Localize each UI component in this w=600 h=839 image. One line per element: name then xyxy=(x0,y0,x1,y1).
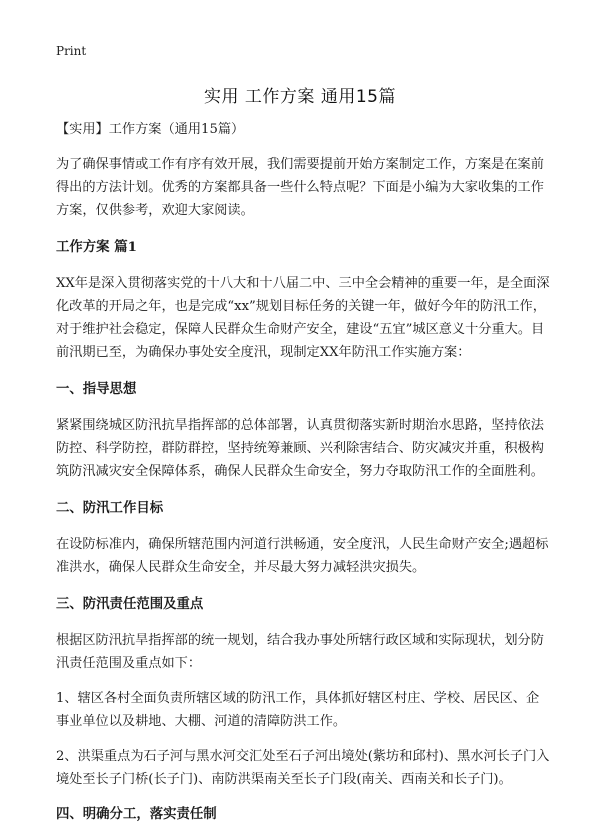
heading-responsibility-scope: 三、防汛责任范围及重点 xyxy=(56,596,204,612)
page-title: 实用 工作方案 通用15篇 xyxy=(204,87,396,107)
heading-guiding-ideology: 一、指导思想 xyxy=(56,381,137,397)
paragraph-guiding-ideology: 紧紧围绕城区防汛抗旱指挥部的总体部署，认真贯彻落实新时期治水思路，坚持依法防控、科学防控，群防群控，坚持统筹兼顾、兴利除害结合、防灾减灾并重，积极构筑防汛减灾安全保障体系，确保人民群众生命安全，努力夺取防汛工作的全面胜利。 xyxy=(56,418,544,479)
heading-division-of-labor: 四、明确分工，落实责任制 xyxy=(56,806,217,822)
print-label: Print xyxy=(56,44,87,58)
section-title: 工作方案 篇1 xyxy=(56,239,137,255)
paragraph-item-2: 2、洪渠重点为石子河与黑水河交汇处至石子河出境处(紫坊和邱村)、黑水河长子门入境处至长子门桥(长子门)、南防洪渠南关至长子门段(南关、西南关和长子门)。 xyxy=(56,749,550,787)
paragraph-responsibility-scope: 根据区防汛抗旱指挥部的统一规划，结合我办事处所辖行政区域和实际现状，划分防汛责任范围及重点如下： xyxy=(56,633,544,671)
paragraph-background: XX年是深入贯彻落实党的十八大和十八届二中、三中全会精神的重要一年，是全面深化改革的开局之年，也是完成“xx”规划目标任务的关键一年，做好今年的防汛工作，对于维护社会稳定，保障人民群众生命财产安全，建设“五宜”城区意义十分重大。目前汛期已至，为确保办事处安全度汛，现制定XX年防汛工作实施方案： xyxy=(56,276,550,360)
paragraph-item-1: 1、辖区各村全面负责所辖区域的防汛工作，具体抓好辖区村庄、学校、居民区、企事业单位以及耕地、大棚、河道的清障防洪工作。 xyxy=(56,691,540,729)
intro-paragraph: 为了确保事情或工作有序有效开展，我们需要提前开始方案制定工作，方案是在案前得出的方法计划。优秀的方案都具备一些什么特点呢？下面是小编为大家收集的工作方案，仅供参考，欢迎大家阅读。 xyxy=(56,157,544,218)
document-subtitle: 【实用】工作方案（通用15篇） xyxy=(56,122,245,137)
document-body xyxy=(56,118,550,839)
paragraph-flood-goals: 在设防标准内，确保所辖范围内河道行洪畅通，安全度汛，人民生命财产安全;遇超标准洪水，确保人民群众生命安全，并尽最大努力减轻洪灾损失。 xyxy=(56,537,549,575)
heading-flood-goals: 二、防汛工作目标 xyxy=(56,500,164,516)
